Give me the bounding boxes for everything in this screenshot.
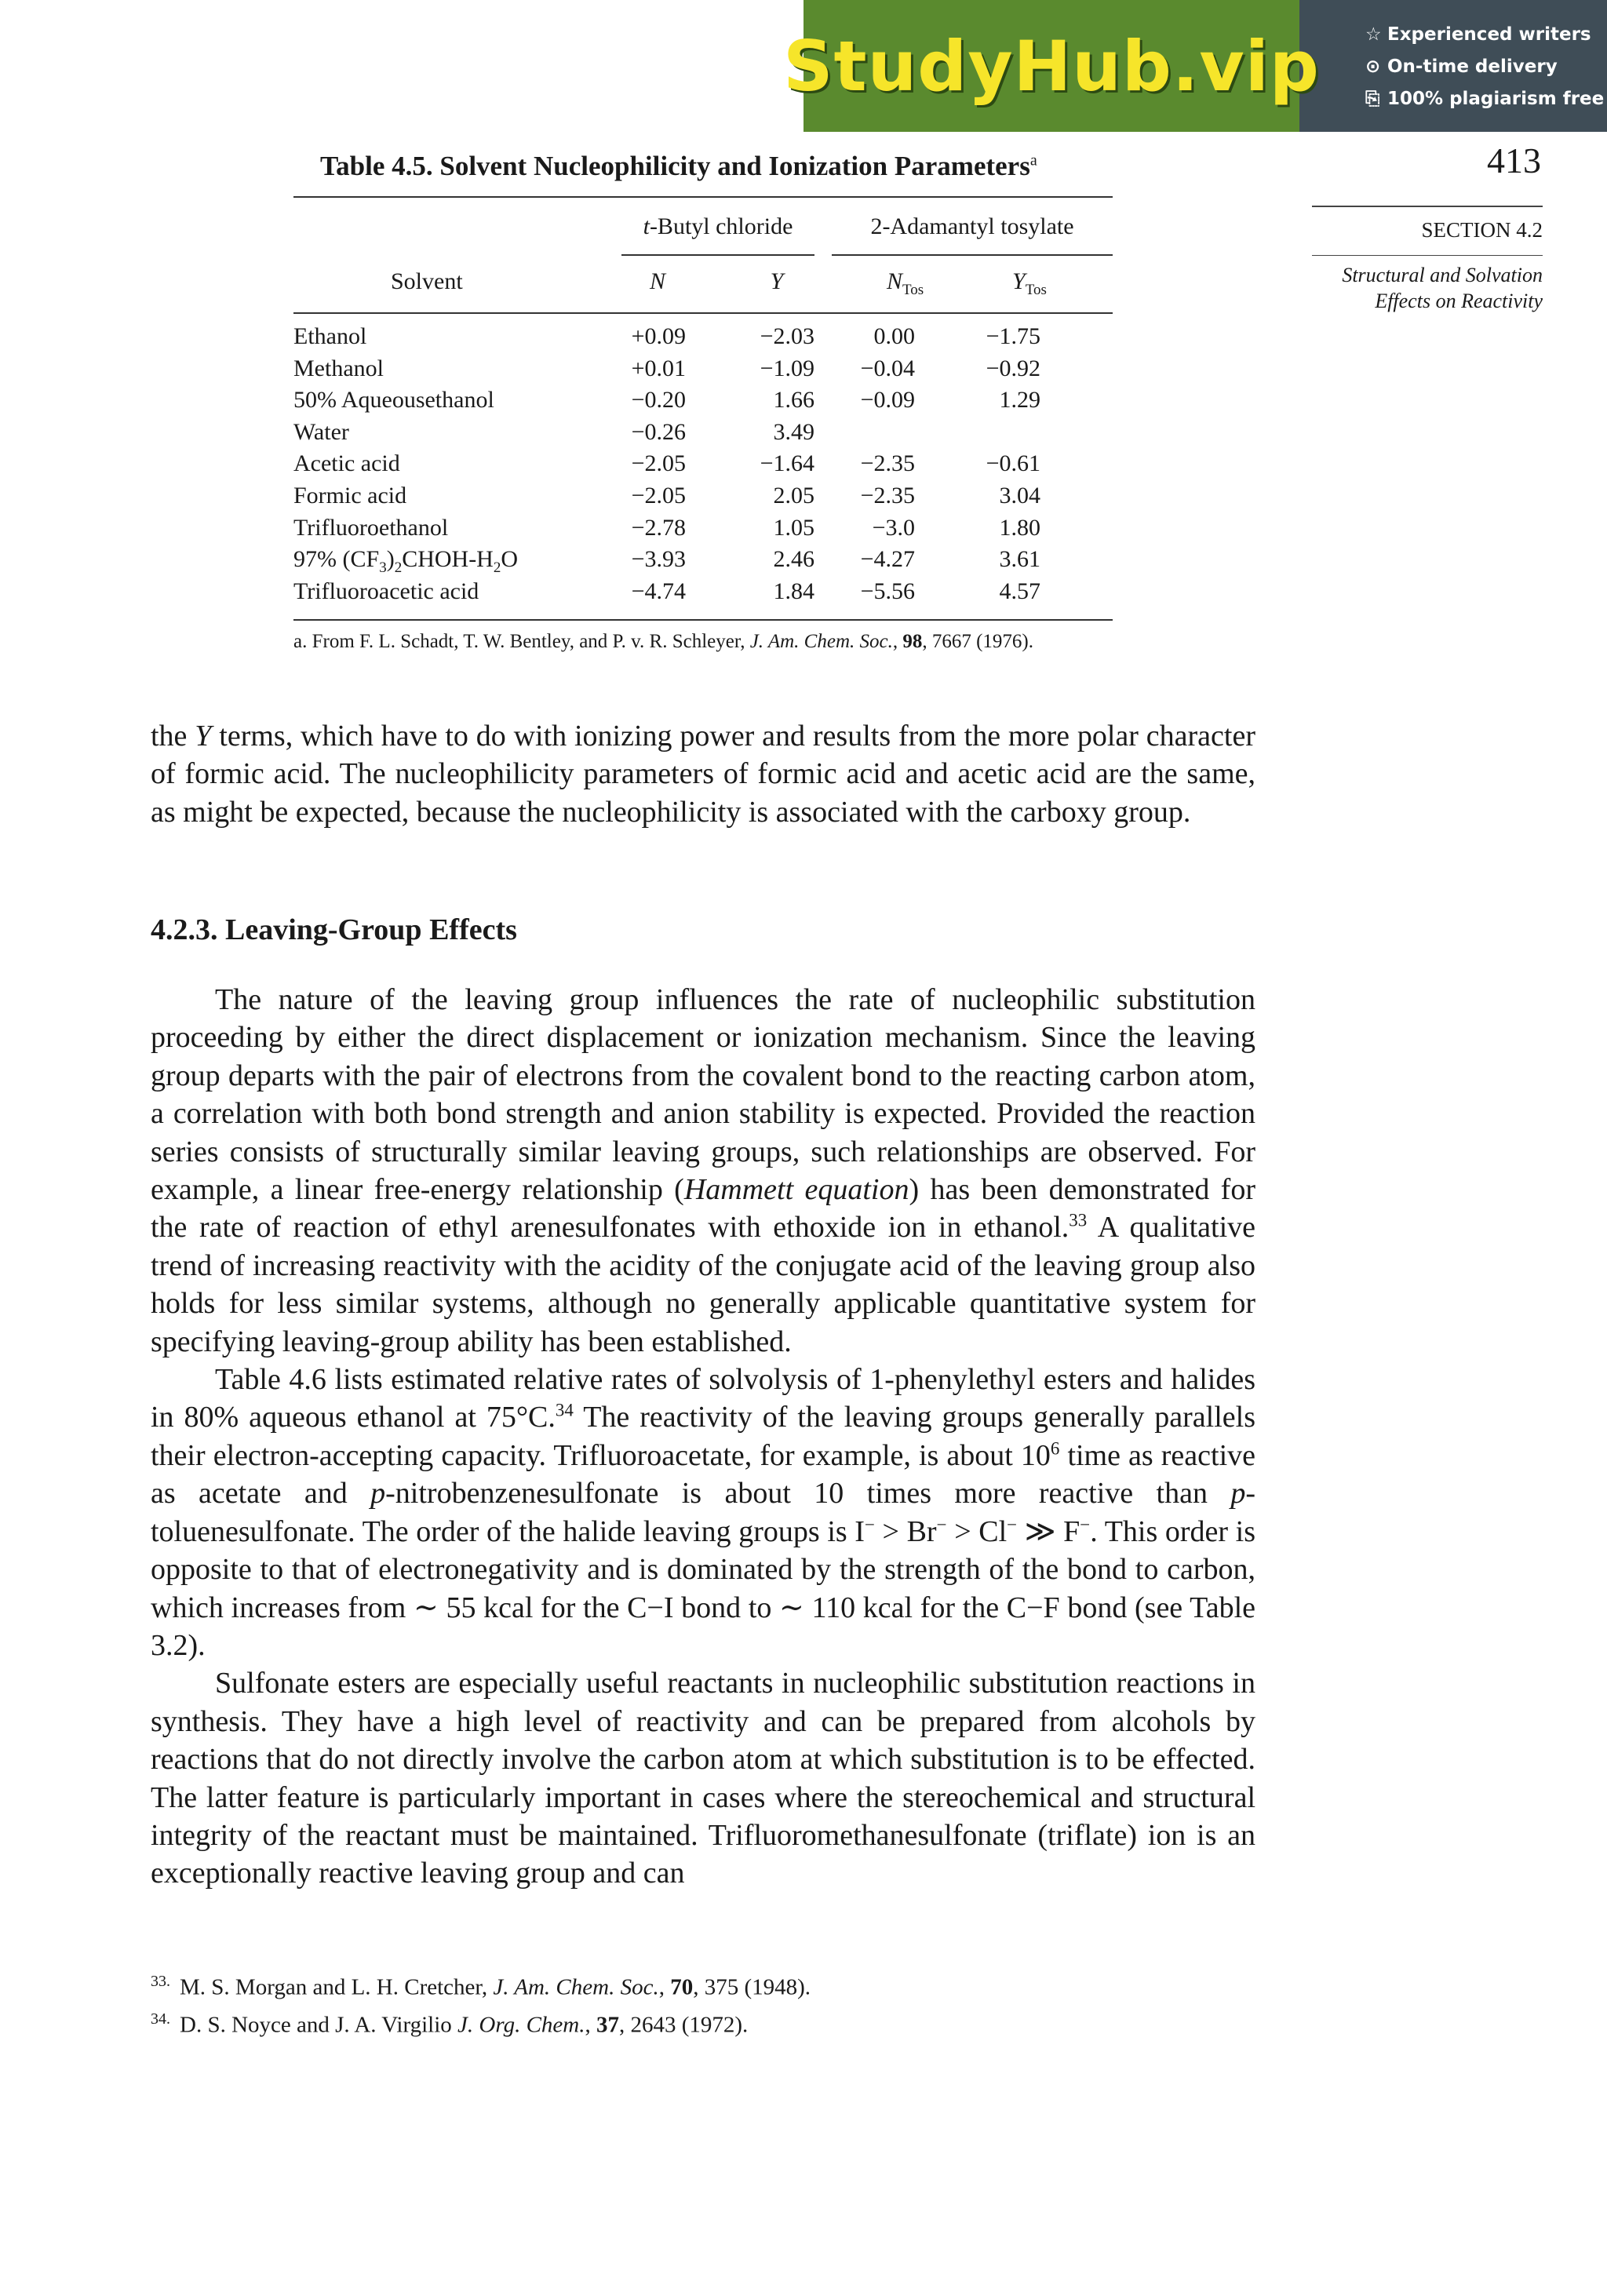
- section-title: Structural and Solvation Effects on Reactivity: [1342, 264, 1543, 312]
- table-row: Formic acid −2.05 2.05 −2.35 3.04: [293, 482, 1040, 508]
- star-outline-icon: ☆: [1365, 24, 1382, 45]
- table-row: Trifluoroethanol −2.78 1.05 −3.0 1.80: [293, 514, 1040, 541]
- page-number: 413: [1487, 140, 1541, 180]
- solvent-formula: 97% $(CF_3)_2CHOH-H_2O$: [293, 546, 519, 577]
- feature-experienced: ☆ Experienced writers: [1365, 19, 1607, 51]
- col-header-y: Y: [770, 268, 784, 294]
- table-caption: Table 4.5. Solvent Nucleophilicity and Ionization Parameters$^a$: [320, 151, 1037, 181]
- table-group-header: [293, 198, 1113, 256]
- table-footnote: a. From F. L. Schadt, T. W. Bentley, and P. v. R. Schleyer, J. Am. Chem. Soc., 98, 7667 (1976).: [293, 631, 1034, 653]
- solvent-table: [293, 196, 1113, 654]
- document-check-icon: ⎘: [1365, 89, 1380, 109]
- footnote-33: $^{33.}$ M. S. Morgan and L. H. Cretcher, J. Am. Chem. Soc., 70, 375 (1948).: [151, 1973, 811, 2000]
- promo-banner[interactable]: [783, 0, 1607, 132]
- footnote-ref-34[interactable]: 34: [555, 1400, 574, 1420]
- table-row: Acetic acid −2.05 −1.64 −2.35 −0.61: [293, 450, 1040, 477]
- table-body: [293, 314, 1113, 619]
- group-header-butyl-chloride: t-Butyl chloride: [643, 213, 793, 239]
- feature-plagiarism: ⎘ 100% plagiarism free: [1365, 83, 1607, 115]
- section-body: [151, 981, 1255, 1893]
- footnote-34: $^{34.}$ D. S. Noyce and J. A. Virgilio J. Org. Chem., 37, 2643 (1972).: [151, 2010, 749, 2038]
- section-heading: 4.2.3. Leaving-Group Effects: [151, 913, 517, 946]
- logo-text: StudyHub.vip: [783, 25, 1320, 107]
- table-row: Methanol +0.01 −1.09 −0.04 −0.92: [293, 355, 1040, 381]
- paragraph-relative-rates: Table 4.6 lists estimated relative rates of solvolysis of 1-phenylethyl esters and halides in 80% aqueous ethanol at 75°C.$^{34}$ The reactivity of the leaving groups generally parallels their electron-accepting capacity. Trifluoroacetate, for example, is about $10^6$ time as reactive as acetate and p-nitrobenzenesulfonate is about 10 times more reactive than p-toluenesulfonate. The order of the halide leaving groups is I− > Br− > Cl− ≫ F−. This order is opposite to that of electronegativity and is dominated by the strength of the bond to carbon, which increases from ∼ 55 kcal for the C−I bond to ∼ 110 kcal for the C−F bond (see Table 3.2).: [151, 1363, 1256, 1662]
- section-sidebar: [1312, 206, 1543, 314]
- table-row: Water −0.26 3.49: [293, 418, 814, 445]
- paragraph-sulfonate-esters: Sulfonate esters are especially useful reactants in nucleophilic substitution reactions in synthesis. They have a high level of reactivity and can be prepared from alcohols by reactions that do not directly involve the carbon atom at which substitution is to be effected. The latter feature is particularly important in cases where the stereochemical and structural integrity of the reactant must be maintained. Trifluoromethanesulfonate (triflate) ion is an exceptionally reactive leaving group and can: [151, 1667, 1255, 1890]
- page-footnotes: [151, 1966, 811, 2040]
- table-row: Trifluoroacetic acid −4.74 1.84 −5.56 4.57: [293, 578, 1040, 604]
- table-column-header: [293, 256, 1113, 312]
- feature-on-time: ⊙ On-time delivery: [1365, 51, 1607, 83]
- studyhub-logo[interactable]: [783, 0, 1320, 132]
- col-header-ytos: $Y_{Tos}$: [1012, 268, 1047, 298]
- table-row: Ethanol +0.09 −2.03 0.00 −1.75: [293, 323, 1040, 349]
- table-row: 50% Aqueousethanol −0.20 1.66 −0.09 1.29: [293, 387, 1040, 414]
- col-header-ntos: $N_{Tos}$: [887, 268, 924, 298]
- section-label: SECTION 4.2: [1421, 218, 1543, 242]
- clock-icon: ⊙: [1365, 56, 1381, 77]
- paragraph-leaving-group: The nature of the leaving group influences the rate of nucleophilic substitution proceeding by either the direct displacement or ionization mechanism. Since the leaving group departs with the pair of electrons from the covalent bond to the reacting carbon atom, a correlation with both bond strength and anion stability is expected. Provided the reaction series consists of structurally similar leaving groups, such relationships are observed. For example, a linear free-energy relationship (Hammett equation) has been demonstrated for the rate of reaction of ethyl arenesulfonates with ethoxide ion in ethanol.$^{33}$ A qualitative trend of increasing reactivity with the acidity of the conjugate acid of the leaving group also holds for less similar systems, although no generally applicable quantitative system for specifying leaving-group ability has been established.: [151, 983, 1255, 1358]
- col-header-solvent: Solvent: [391, 268, 463, 294]
- banner-features: [1299, 0, 1607, 132]
- footnote-ref-33[interactable]: 33: [1069, 1210, 1088, 1230]
- col-header-n: N: [649, 268, 665, 294]
- paragraph-continuation: the Y terms, which have to do with ionizing power and results from the more polar character of formic acid. The nucleophilicity parameters of formic acid and acetic acid are the same, as might be expected, because the nucleophilicity is associated with the carboxy group.: [151, 720, 1255, 829]
- table-row: 97% $(CF_3)_2CHOH-H_2O$ −3.93 2.46 −4.27 3.61: [293, 546, 1040, 577]
- group-header-adamantyl-tosylate: 2-Adamantyl tosylate: [870, 213, 1074, 239]
